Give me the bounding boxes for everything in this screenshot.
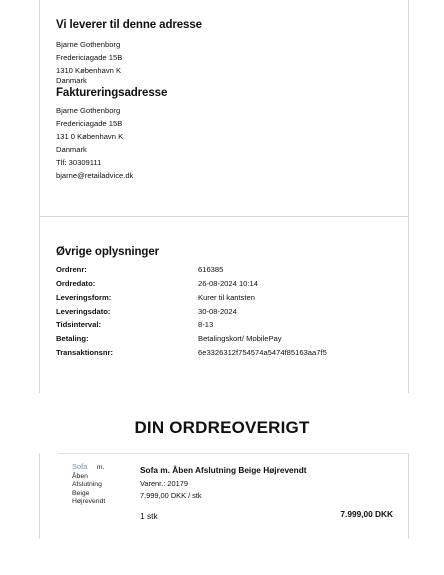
phone: Tlf: 30309111 xyxy=(56,158,102,167)
info-row-ordrenr xyxy=(56,265,356,278)
product-image[interactable] xyxy=(72,463,134,507)
info-row-leveringsdato xyxy=(56,307,356,320)
info-label: Ordredato: xyxy=(56,279,96,288)
address-line: Danmark xyxy=(56,145,87,154)
address-line: Fredericiagade 15B xyxy=(56,53,123,62)
product-image-alt: Beige xyxy=(72,489,90,497)
info-value: 26-08-2024 10:14 xyxy=(198,279,258,288)
address-line: 131 0 København K xyxy=(56,132,124,141)
product-total: 7.999,00 DKK xyxy=(340,509,393,519)
product-right-border xyxy=(408,453,409,539)
info-value: 30-08-2024 xyxy=(198,307,237,316)
product-quantity: 1 stk xyxy=(140,511,158,521)
section-divider xyxy=(39,216,409,217)
info-value: 616385 xyxy=(198,265,224,274)
info-label: Leveringsform: xyxy=(56,293,112,302)
info-value: 8-13 xyxy=(198,320,214,329)
delivery-heading: Vi leverer til denne adresse xyxy=(56,19,202,31)
info-row-ordredato xyxy=(56,279,356,292)
info-value: 6e3326312f754574a5474f85163aa7f5 xyxy=(198,348,327,357)
product-image-alt: Højrevendt xyxy=(72,498,106,505)
product-unit-price: 7.999,00 DKK / stk xyxy=(140,491,202,500)
address-line: 1310 København K xyxy=(56,66,122,75)
info-label: Betaling: xyxy=(56,334,89,343)
product-left-border xyxy=(39,453,40,539)
product-image-logo: Sofa xyxy=(72,462,88,471)
product-line-item xyxy=(58,453,408,534)
product-sku: Varenr.: 20179 xyxy=(140,479,188,488)
info-label: Ordrenr: xyxy=(56,265,87,274)
product-image-alt: m. xyxy=(96,464,105,471)
address-line: Bjarne Gothenborg xyxy=(56,106,121,115)
email-link[interactable]: bjarne@retailadvice.dk xyxy=(56,171,134,180)
info-row-betaling xyxy=(56,334,356,347)
info-label: Tidsinterval: xyxy=(56,320,102,329)
address-line: Fredericiagade 15B xyxy=(56,119,123,128)
billing-heading: Faktureringsadresse xyxy=(56,87,168,99)
address-line: Danmark xyxy=(56,76,87,85)
product-name-link[interactable]: Sofa m. Åben Afslutning Beige Højrevendt xyxy=(140,465,307,475)
billing-address xyxy=(56,104,133,182)
right-border xyxy=(408,0,409,393)
info-value: Betalingskort/ MobilePay xyxy=(198,334,282,343)
info-row-tidsinterval xyxy=(56,320,356,333)
info-heading: Øvrige oplysninger xyxy=(56,246,160,258)
product-image-alt: Åben xyxy=(72,472,88,480)
delivery-address xyxy=(56,38,122,85)
address-line: Bjarne Gothenborg xyxy=(56,40,121,49)
info-label: Transaktionsnr: xyxy=(56,348,113,357)
order-overview-title: DIN ORDREOVERIGT xyxy=(134,418,310,437)
info-row-transaktionsnr xyxy=(56,348,356,361)
info-value: Kurer til kantsten xyxy=(198,293,255,302)
info-label: Leveringsdato: xyxy=(56,307,111,316)
left-border xyxy=(39,0,40,393)
product-image-alt: Afslutning xyxy=(72,481,102,488)
info-row-leveringsform xyxy=(56,293,356,306)
